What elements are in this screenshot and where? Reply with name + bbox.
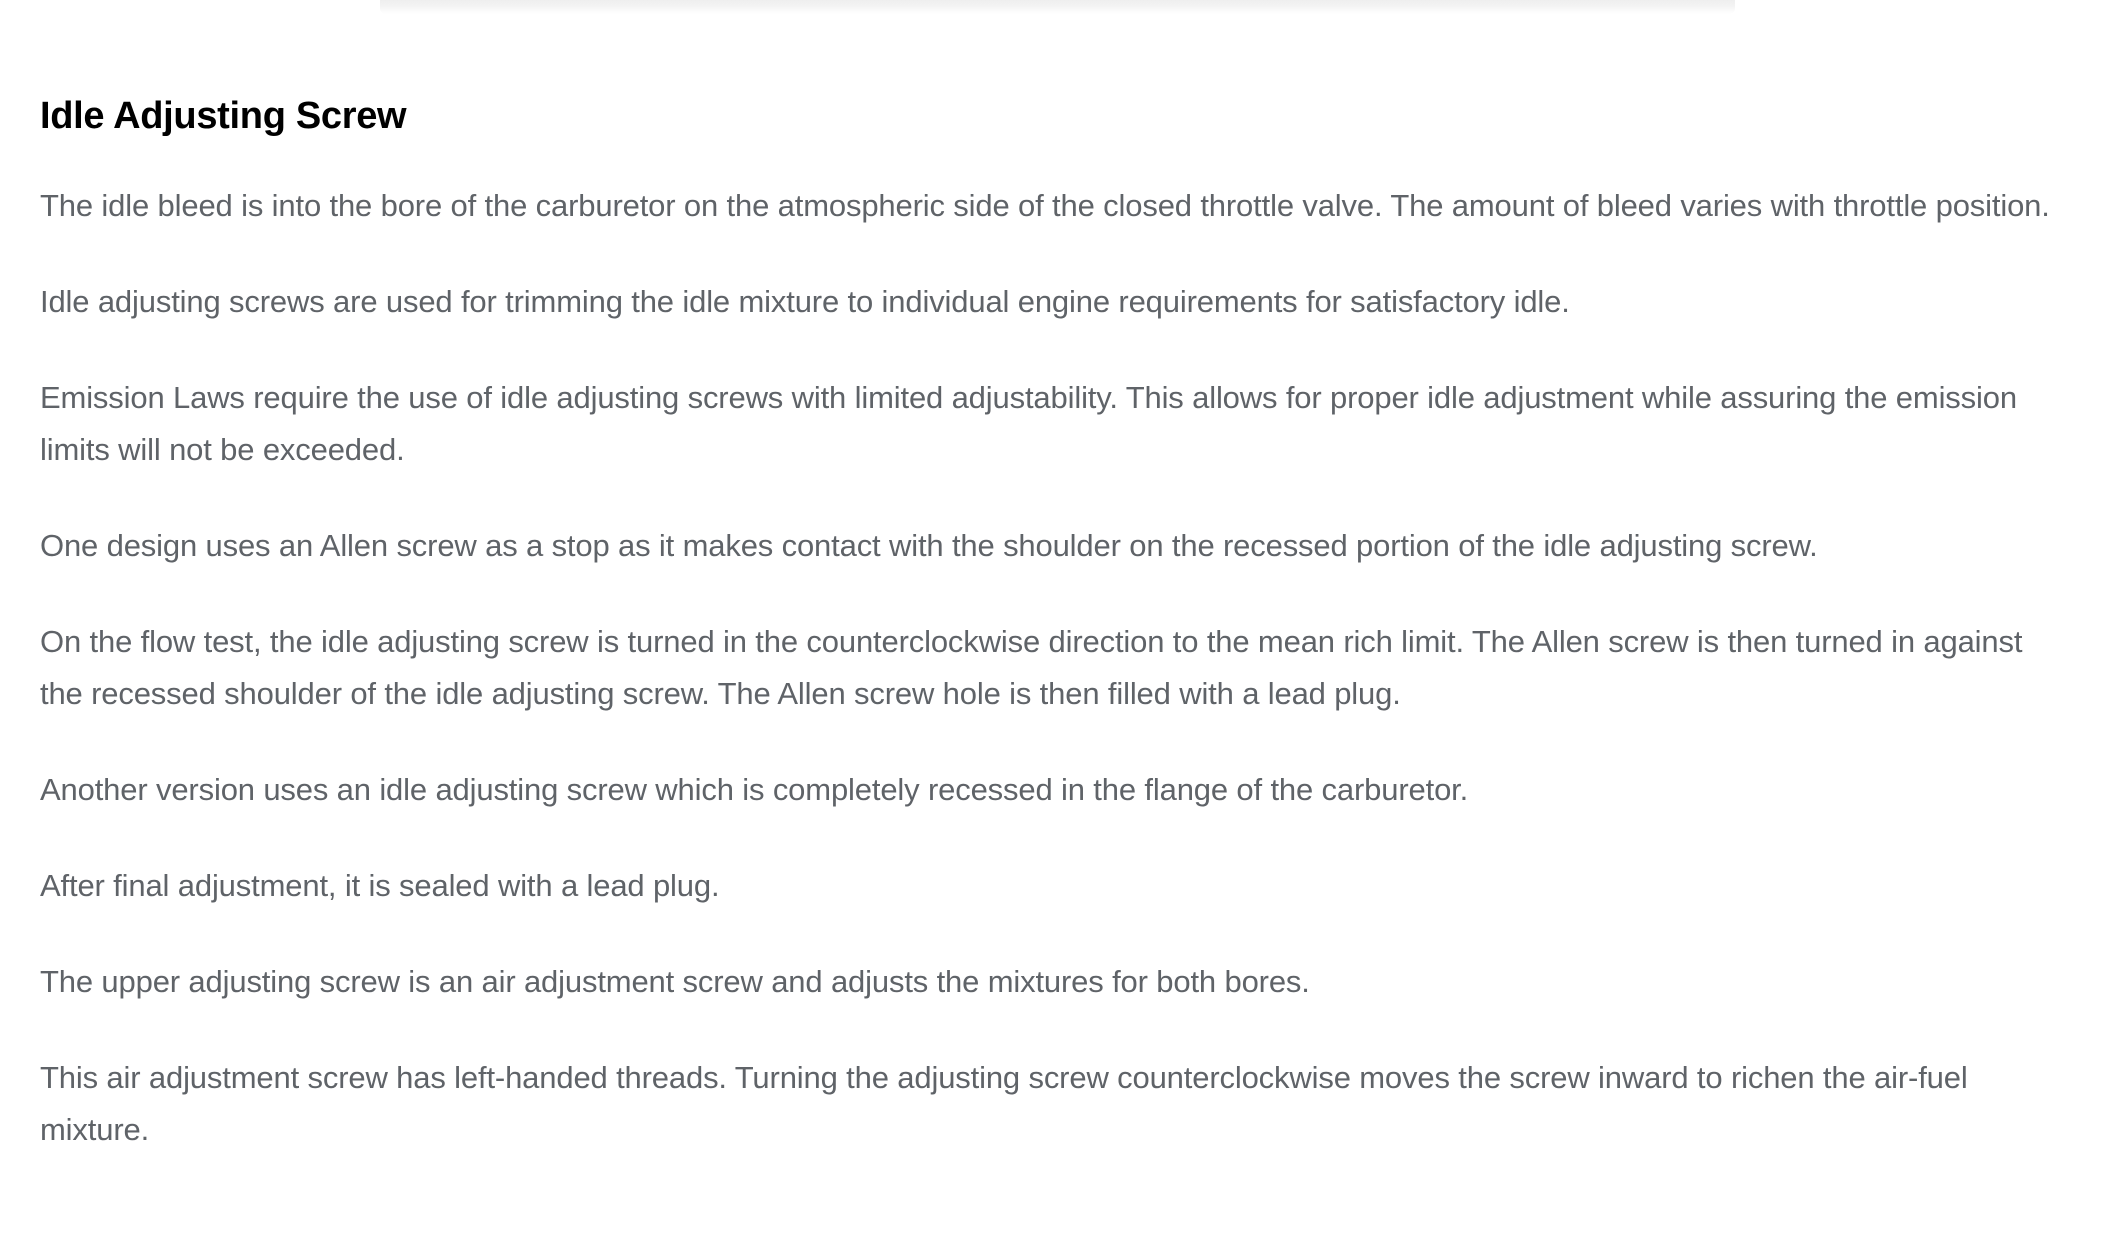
- paragraph-idle-bleed: The idle bleed is into the bore of the carburetor on the atmospheric side of the closed throttle valve. The amount of bleed varies with throttle position.: [40, 188, 2050, 223]
- paragraph-idle-adjusting-screws: Idle adjusting screws are used for trimming the idle mixture to individual engine requirements for satisfactory idle.: [40, 284, 1570, 319]
- paragraph-upper-adjusting-screw: The upper adjusting screw is an air adjustment screw and adjusts the mixtures for both bores.: [40, 964, 1310, 999]
- paragraph-recessed-version: Another version uses an idle adjusting screw which is completely recessed in the flange of the carburetor.: [40, 772, 1469, 807]
- paragraph-lead-plug: After final adjustment, it is sealed with a lead plug.: [40, 868, 720, 903]
- page-title: Idle Adjusting Screw: [40, 95, 407, 137]
- paragraph-allen-screw-design: One design uses an Allen screw as a stop as it makes contact with the shoulder on the recessed portion of the idle adjusting screw.: [40, 528, 1818, 563]
- paragraph-flow-test: On the flow test, the idle adjusting screw is turned in the counterclockwise direction to the mean rich limit. The Allen screw is then turned in against the recessed shoulder of the idle adjusting screw. The Allen screw hole is then filled with a lead plug.: [40, 624, 2023, 711]
- top-image-edge: [380, 0, 1735, 14]
- article-body: [40, 180, 2070, 1156]
- article-content: [40, 90, 2070, 1200]
- paragraph-left-handed-threads: This air adjustment screw has left-handed threads. Turning the adjusting screw counterclockwise moves the screw inward to richen the air-fuel mixture.: [40, 1060, 1968, 1147]
- paragraph-emission-laws: Emission Laws require the use of idle adjusting screws with limited adjustability. This allows for proper idle adjustment while assuring the emission limits will not be exceeded.: [40, 380, 2017, 467]
